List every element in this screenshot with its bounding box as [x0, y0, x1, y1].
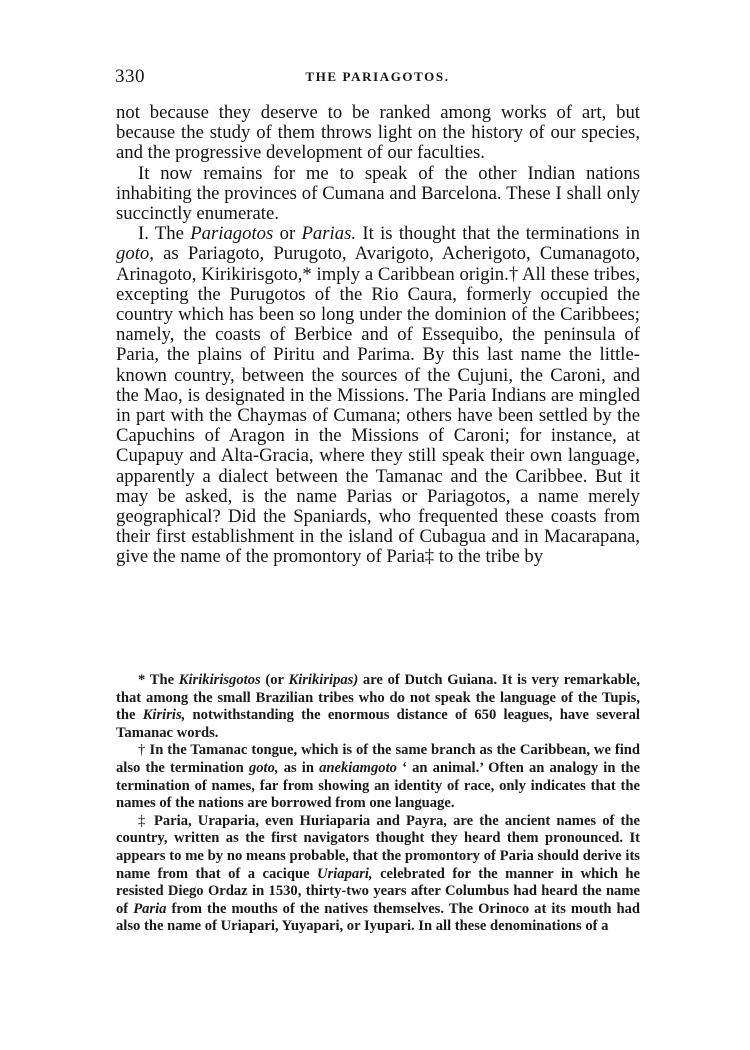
footnote-3-uriapari: Uriapari,	[317, 865, 373, 882]
footnote-1-text-a: are of Dutch Guiana. It is very remarkable, that among the small Brazilian tribes who do not speak the language of the Tupis, the	[116, 672, 641, 724]
footnote-1-kirikiripas: Kirikiripas)	[288, 672, 359, 688]
footnote-2-anekiamgoto: anekiamgoto	[319, 759, 397, 776]
footnote-3-text-c: from the mouths of the natives themselves. The Orinoco at its mouth had also the name of Uriapari, Yuyapari, or Iyupari. In all these denominations of a	[116, 900, 641, 935]
page-number: 330	[115, 66, 145, 87]
running-title: THE PARIAGOTOS.	[305, 69, 450, 84]
paragraph-text-a: It is thought that the terminations in	[362, 223, 640, 245]
paragraph-text-b: as Pariagoto, Purugoto, Avarigoto, Acherigoto, Cumanagoto, Arinagoto, Kirikirisgoto,* imply a Caribbean origin.† All these tribes, excepting the Purugotos of the Rio Caura, formerly occupied the country which has been so long under the dominion of the Caribbees; namely, the coasts of Berbice and of Essequibo, the peninsula of Paria, the plains of Piritu and Parima. By this last name the little-known country, between the sources of the Cujuni, the Caroni, and the Mao, is designated in the Missions. The Paria Indians are mingled in part with the Chaymas of Cumana; others have been settled by the Capuchins of Aragon in the Missions of Caroni; for instance, at Cupapuy and Alta-Gracia, where they still speak their own language, apparently a dialect between the Tamanac and the Caribbee. But it may be asked, is the name Parias or Pariagotos, a name merely geographical? Did the Spaniards, who frequented these coasts from their first establishment in the island of Cubagua and in Macarapana, give the name of the promontory of Paria‡ to the tribe by	[116, 243, 640, 568]
footnote-3-text-b: celebrated for the manner in which he resisted Diego Ordaz in 1530, thirty-two years after Columbus had heard the name of	[116, 865, 641, 917]
footnote-2	[116, 742, 640, 812]
tribe-name-parias: Parias.	[301, 223, 357, 245]
footnote-3-paria: Paria	[133, 900, 167, 917]
footnote-1-kiriris: Kiriris,	[142, 707, 186, 724]
conjunction: or	[279, 223, 296, 245]
suffix-goto: goto,	[116, 243, 154, 265]
tribe-name-pariagotos: Pariagotos	[190, 223, 274, 245]
main-text	[116, 103, 640, 568]
footnote-2-goto: goto,	[248, 759, 279, 776]
paragraph-pariagotos	[116, 224, 640, 567]
footnote-2-text-b: as in	[283, 759, 314, 776]
footnote-3-mark: ‡	[138, 812, 148, 829]
footnote-3	[116, 813, 640, 936]
paragraph-intro: It now remains for me to speak of the other Indian nations inhabiting the provinces of Cumana and Barcelona. These I shall only succinctly enumerate.	[116, 162, 640, 225]
footnote-2-text-c: ‘ an animal.’ Often an analogy in the termination of names, far from showing an identity of race, only indicates that the names of the nations are borrowed from one language.	[116, 759, 641, 812]
footnote-1-lead: * The	[138, 672, 175, 688]
footnote-3-text-a: Paria, Uraparia, even Huriaparia and Payra, are the ancient names of the country, written as the first navigators thought they heard them pronounced. It appears to me by no means probable, that the promontory of Paria should derive its name from that of a cacique	[116, 812, 640, 882]
footnote-1-text-b: notwithstanding the enormous distance of 650 leagues, have several Tamanac words.	[116, 707, 640, 741]
footnote-1-kirikirisgotos: Kirikirisgotos	[178, 672, 261, 688]
paragraph-continuation: not because they deserve to be ranked among works of art, but because the study of them throws light on the history of our species, and the progressive development of our faculties.	[116, 102, 640, 164]
section-numeral: I. The	[138, 223, 184, 245]
page-header	[115, 66, 640, 90]
footnote-1	[116, 672, 640, 742]
footnote-2-text-a: In the Tamanac tongue, which is of the same branch as the Caribbean, we find also the termination	[116, 742, 640, 776]
footnote-2-mark: †	[138, 742, 146, 759]
footnote-1-or: (or	[265, 672, 284, 688]
footnotes	[116, 672, 640, 936]
